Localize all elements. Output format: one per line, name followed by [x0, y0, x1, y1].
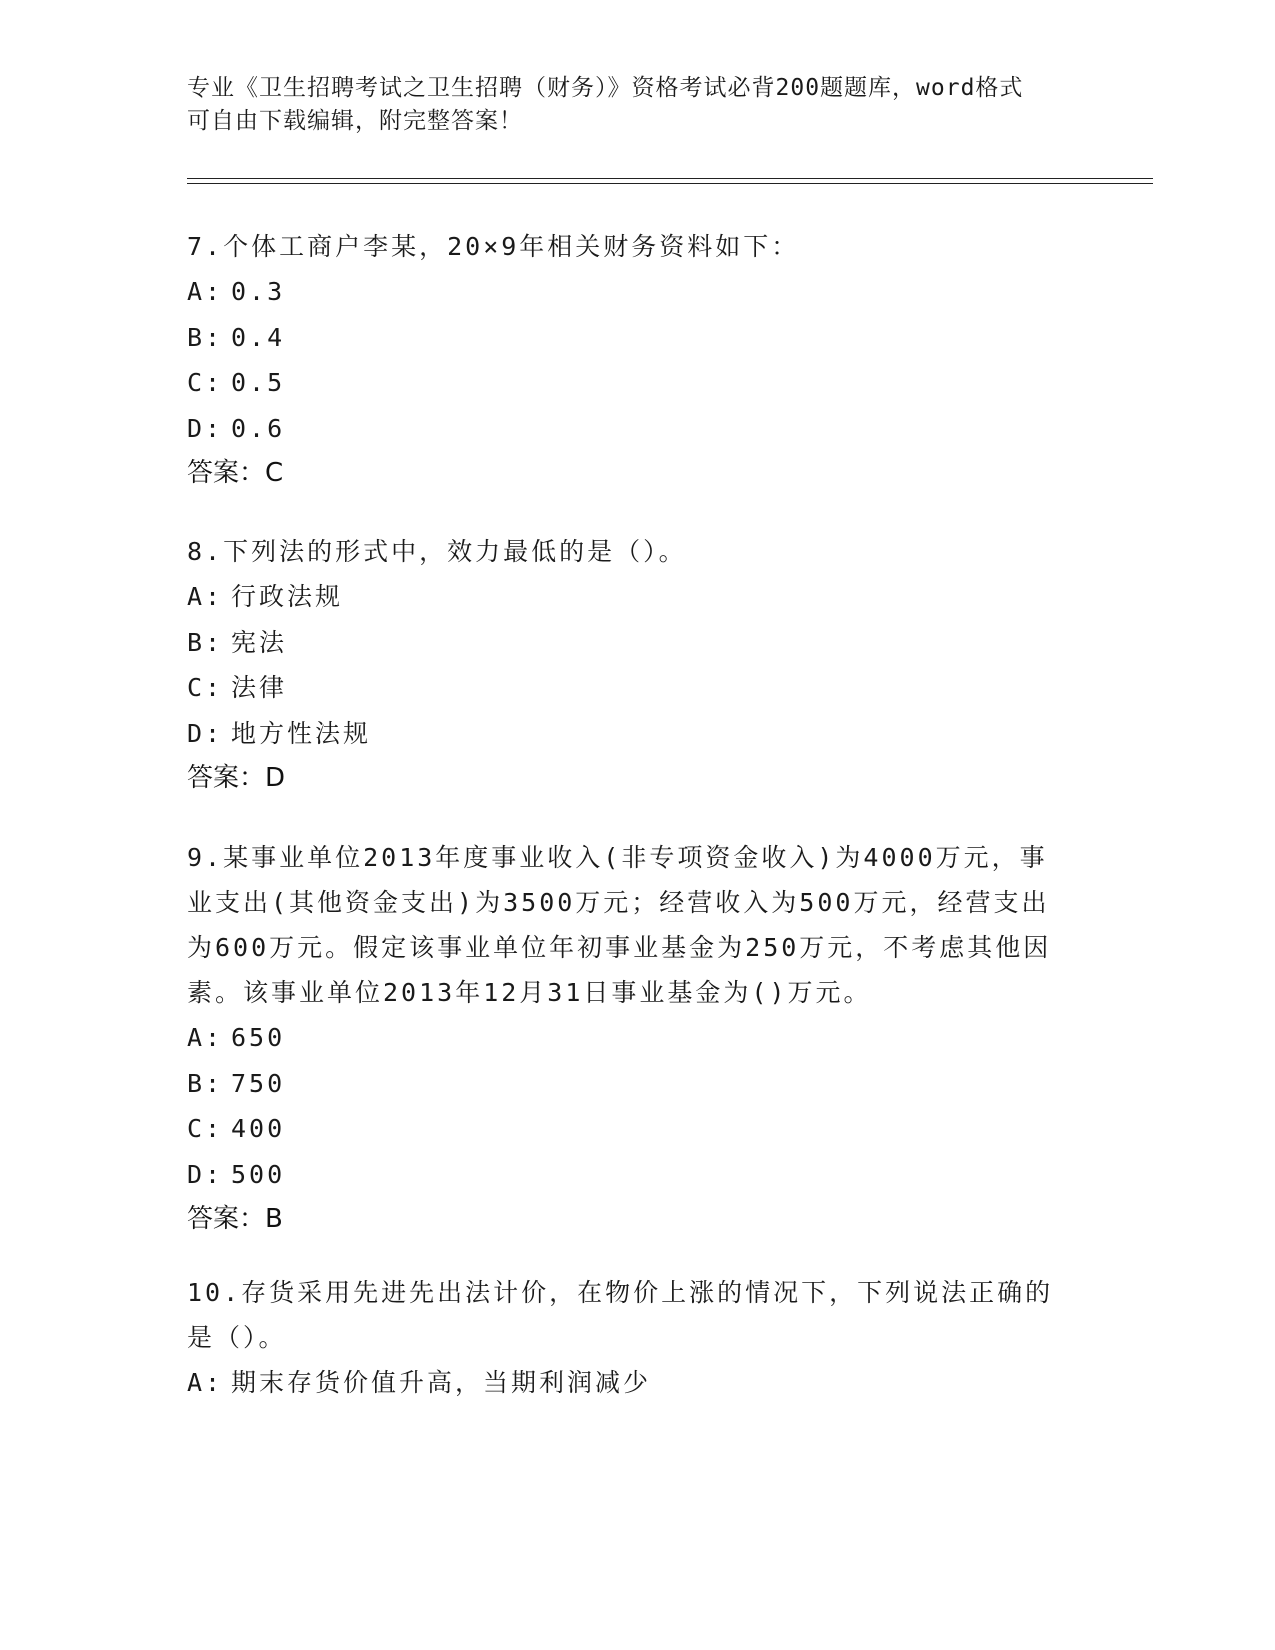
option-a [187, 269, 1067, 315]
header-title-line-1: 专业《卫生招聘考试之卫生招聘（财务）》资格考试必背200题题库，word格式 [187, 75, 1024, 101]
option-d [187, 1152, 1067, 1198]
option-letter: A: [187, 277, 224, 306]
header-title-line-2: 可自由下载编辑，附完整答案！ [187, 108, 523, 134]
option-letter: B: [187, 322, 224, 352]
document-header [187, 72, 1087, 138]
option-text: 0.4 [231, 322, 286, 352]
option-text: 0.6 [231, 413, 286, 443]
option-d [187, 711, 1067, 757]
option-text: 法律 [231, 673, 288, 702]
option-c [187, 360, 1067, 406]
question-text: 8.下列法的形式中，效力最低的是（）。 [187, 537, 687, 566]
option-text: 0.3 [231, 277, 286, 306]
option-letter: D: [187, 718, 224, 748]
option-text: 地方性法规 [231, 718, 372, 748]
option-letter: C: [187, 1114, 224, 1143]
answer-line: 答案：B [187, 1204, 283, 1234]
question-7 [187, 224, 1067, 496]
option-text: 750 [231, 1068, 286, 1098]
question-text: 7.个体工商户李某，20×9年相关财务资料如下： [187, 232, 800, 261]
option-text: 期末存货价值升高，当期利润减少 [231, 1368, 652, 1397]
option-b [187, 620, 1067, 666]
option-a [187, 1015, 1067, 1061]
option-letter: A: [187, 1368, 224, 1397]
option-letter: A: [187, 582, 224, 611]
option-c [187, 665, 1067, 711]
question-9 [187, 835, 1067, 1242]
document-page [187, 0, 1157, 1650]
option-text: 650 [231, 1023, 286, 1052]
option-a [187, 1360, 1067, 1406]
option-text: 0.5 [231, 368, 286, 397]
option-c [187, 1106, 1067, 1152]
question-8 [187, 529, 1067, 801]
option-text: 400 [231, 1114, 286, 1143]
option-d [187, 406, 1067, 452]
question-10 [187, 1270, 1067, 1406]
question-text: 10.存货采用先进先出法计价，在物价上涨的情况下，下列说法正确的是（）。 [187, 1278, 1054, 1352]
header-divider [187, 178, 1153, 184]
option-letter: C: [187, 673, 224, 702]
option-letter: B: [187, 1068, 224, 1098]
option-text: 行政法规 [231, 582, 344, 611]
option-letter: B: [187, 627, 224, 657]
option-letter: C: [187, 368, 224, 397]
answer-line: 答案：C [187, 458, 284, 488]
answer-line: 答案：D [187, 763, 286, 793]
question-text: 9.某事业单位2013年度事业收入(非专项资金收入)为4000万元，事业支出(其他资金支出)为3500万元；经营收入为500万元，经营支出为600万元。假定该事业单位年初事业基金为250万元，不考虑其他因素。该事业单位2013年12月31日事业基金为()万元。 [187, 843, 1052, 1007]
option-a [187, 574, 1067, 620]
option-letter: A: [187, 1023, 224, 1052]
option-letter: D: [187, 413, 224, 443]
option-b [187, 1061, 1067, 1107]
option-b [187, 315, 1067, 361]
option-text: 500 [231, 1159, 286, 1189]
option-letter: D: [187, 1159, 224, 1189]
option-text: 宪法 [231, 627, 288, 657]
